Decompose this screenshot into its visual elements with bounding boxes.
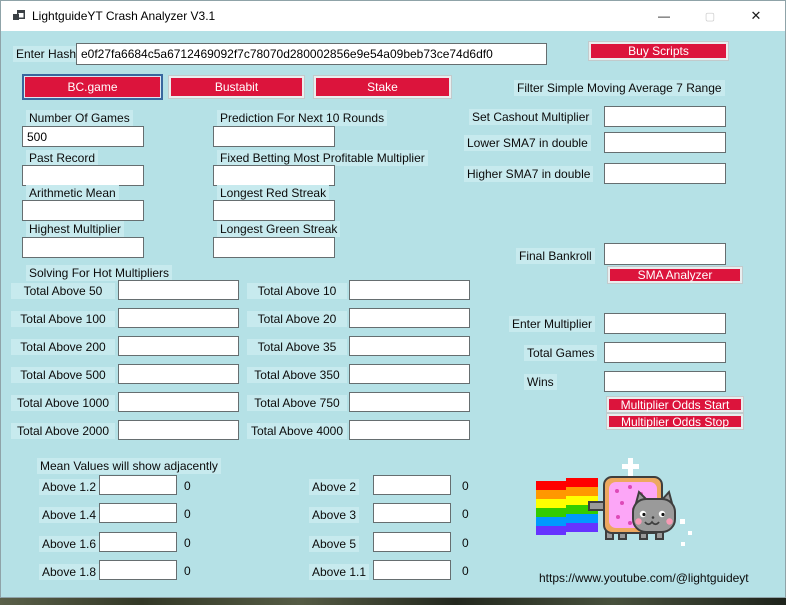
nyan-cat-image [534,453,706,555]
wins-input[interactable] [604,371,726,392]
highest-multiplier-label: Highest Multiplier [26,221,124,237]
above-3-input[interactable] [373,503,451,523]
above-5-result: 0 [462,536,469,550]
total-above-750-label: Total Above 750 [247,395,347,411]
multiplier-odds-stop-button[interactable]: Multiplier Odds Stop [607,414,743,429]
total-above-2000-input[interactable] [118,420,239,440]
higher-sma7-input[interactable] [604,163,726,184]
enter-multiplier-label: Enter Multiplier [509,316,595,332]
past-record-input[interactable] [22,165,144,186]
total-above-500-label: Total Above 500 [11,367,115,383]
total-above-1000-input[interactable] [118,392,239,412]
titlebar[interactable] [1,1,785,31]
longest-red-streak-label: Longest Red Streak [217,185,329,201]
total-games-label: Total Games [524,345,597,361]
above-1-6-label: Above 1.6 [39,536,99,552]
youtube-link: https://www.youtube.com/@lightguideyt [539,571,749,585]
maximize-button-icon[interactable]: ▢ [704,10,716,23]
enter-multiplier-input[interactable] [604,313,726,334]
above-3-label: Above 3 [309,507,359,523]
longest-green-streak-input[interactable] [213,237,335,258]
arithmetic-mean-input[interactable] [22,200,144,221]
fixed-betting-label: Fixed Betting Most Profitable Multiplier [217,150,428,166]
lower-sma7-label: Lower SMA7 in double [464,135,591,151]
total-above-350-label: Total Above 350 [247,367,347,383]
longest-red-streak-input[interactable] [213,200,335,221]
number-of-games-label: Number Of Games [26,110,133,126]
total-above-35-input[interactable] [349,336,470,356]
total-above-500-input[interactable] [118,364,239,384]
close-button-icon[interactable]: ✕ [750,8,762,23]
above-1-8-result: 0 [184,564,191,578]
set-cashout-multiplier-label: Set Cashout Multiplier [469,109,592,125]
total-above-10-input[interactable] [349,280,470,300]
total-above-100-label: Total Above 100 [11,311,115,327]
above-1-1-input[interactable] [373,560,451,580]
above-1-1-result: 0 [462,564,469,578]
total-above-2000-label: Total Above 2000 [11,423,115,439]
prediction-label: Prediction For Next 10 Rounds [217,110,387,126]
total-above-10-label: Total Above 10 [247,283,347,299]
window-title: LightguideYT Crash Analyzer V3.1 [32,9,216,23]
total-above-750-input[interactable] [349,392,470,412]
enter-hash-label: Enter Hash [13,46,79,62]
total-above-4000-input[interactable] [349,420,470,440]
final-bankroll-input[interactable] [604,243,726,265]
number-of-games-input[interactable] [22,126,144,147]
higher-sma7-label: Higher SMA7 in double [464,166,593,182]
above-1-4-label: Above 1.4 [39,507,99,523]
above-1-2-result: 0 [184,479,191,493]
stake-button[interactable]: Stake [314,76,451,98]
bc-game-button[interactable]: BC.game [24,76,161,98]
above-5-label: Above 5 [309,536,359,552]
total-above-100-input[interactable] [118,308,239,328]
above-1-6-result: 0 [184,536,191,550]
filter-sma-label: Filter Simple Moving Average 7 Range [514,80,725,96]
total-games-input[interactable] [604,342,726,363]
above-5-input[interactable] [373,532,451,552]
minimize-button-icon[interactable]: — [658,9,670,23]
arithmetic-mean-label: Arithmetic Mean [26,185,119,201]
total-above-4000-label: Total Above 4000 [247,423,347,439]
total-above-50-label: Total Above 50 [11,283,115,299]
bustabit-button[interactable]: Bustabit [169,76,304,98]
multiplier-odds-start-button[interactable]: Multiplier Odds Start [607,397,743,412]
desktop-wallpaper-strip [0,598,786,605]
highest-multiplier-input[interactable] [22,237,144,258]
set-cashout-multiplier-input[interactable] [604,106,726,127]
total-above-50-input[interactable] [118,280,239,300]
above-2-result: 0 [462,479,469,493]
lower-sma7-input[interactable] [604,132,726,153]
above-1-6-input[interactable] [99,532,177,552]
total-above-1000-label: Total Above 1000 [11,395,115,411]
total-above-35-label: Total Above 35 [247,339,347,355]
above-3-result: 0 [462,507,469,521]
longest-green-streak-label: Longest Green Streak [217,221,340,237]
solving-hot-multipliers-title: Solving For Hot Multipliers [26,265,172,281]
wins-label: Wins [524,374,557,390]
above-1-4-input[interactable] [99,503,177,523]
total-above-200-label: Total Above 200 [11,339,115,355]
final-bankroll-label: Final Bankroll [516,248,595,264]
above-1-2-input[interactable] [99,475,177,495]
total-above-200-input[interactable] [118,336,239,356]
fixed-betting-input[interactable] [213,165,335,186]
above-1-8-input[interactable] [99,560,177,580]
above-1-4-result: 0 [184,507,191,521]
app-icon [12,9,26,23]
buy-scripts-button[interactable]: Buy Scripts [589,42,728,60]
above-1-1-label: Above 1.1 [309,564,369,580]
mean-values-title: Mean Values will show adjacently [37,458,221,474]
hash-input[interactable] [76,43,547,65]
total-above-20-label: Total Above 20 [247,311,347,327]
past-record-label: Past Record [26,150,98,166]
sma-analyzer-button[interactable]: SMA Analyzer [608,267,742,283]
above-1-8-label: Above 1.8 [39,564,99,580]
above-1-2-label: Above 1.2 [39,479,99,495]
above-2-input[interactable] [373,475,451,495]
prediction-input[interactable] [213,126,335,147]
above-2-label: Above 2 [309,479,359,495]
total-above-20-input[interactable] [349,308,470,328]
total-above-350-input[interactable] [349,364,470,384]
